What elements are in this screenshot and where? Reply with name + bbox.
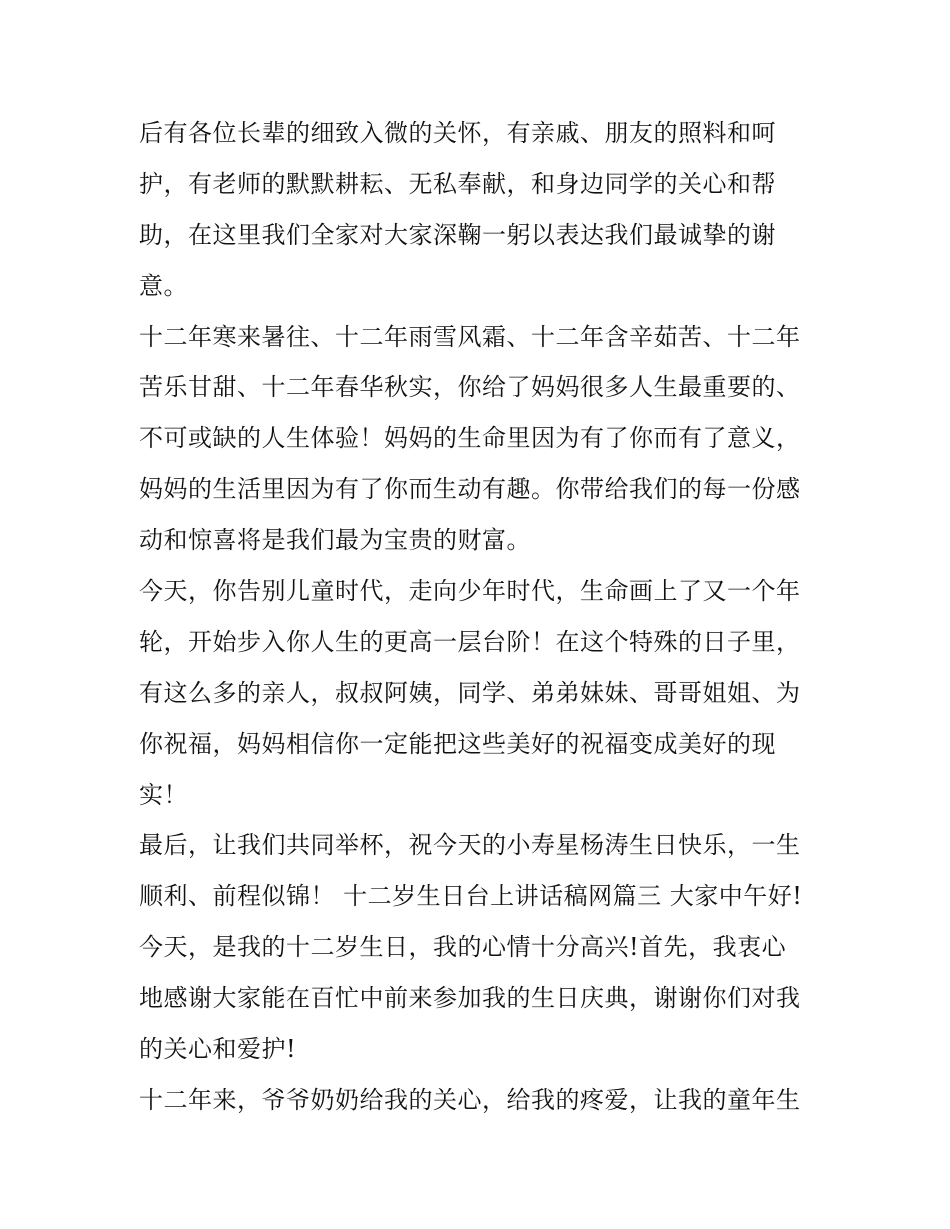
document-body: [139, 108, 815, 1126]
text-line: 的关心和爱护!: [139, 1035, 297, 1064]
text-line: 最后，让我们共同举杯，祝今天的小寿星杨涛生日快乐，一生: [139, 831, 801, 860]
text-line: 不可或缺的人生体验！妈妈的生命里因为有了你而有了意义，: [139, 424, 801, 453]
text-line: 意。: [139, 271, 188, 300]
text-line: 后有各位长辈的细致入微的关怀，有亲戚、朋友的照料和呵: [139, 119, 776, 147]
text-line: 你祝福，妈妈相信你一定能把这些美好的祝福变成美好的现: [139, 729, 776, 758]
text-line: 十二年寒来暑往、十二年雨雪风霜、十二年含辛茹苦、十二年: [139, 322, 801, 351]
text-line: 今天，你告别儿童时代，走向少年时代，生命画上了又一个年: [139, 577, 801, 606]
text-line: 苦乐甘甜、十二年春华秋实，你给了妈妈很多人生最重要的、: [139, 373, 801, 402]
text-line: 地感谢大家能在百忙中前来参加我的生日庆典，谢谢你们对我: [139, 984, 801, 1013]
text-line: 轮，开始步入你人生的更高一层台阶！在这个特殊的日子里，: [139, 627, 801, 656]
text-line: 今天，是我的十二岁生日，我的心情十分高兴!首先，我衷心: [139, 933, 787, 962]
text-line: 动和惊喜将是我们最为宝贵的财富。: [139, 526, 531, 555]
text-line: 实！: [139, 780, 188, 809]
text-line: 十二年来，爷爷奶奶给我的关心，给我的疼爱，让我的童年生: [139, 1085, 801, 1114]
text-line: 助，在这里我们全家对大家深鞠一躬以表达我们最诚挚的谢: [139, 220, 776, 249]
text-line: 顺利、前程似锦！ 十二岁生日台上讲话稿网篇三 大家中午好!: [139, 882, 803, 911]
text-line: 妈妈的生活里因为有了你而生动有趣。你带给我们的每一份感: [139, 475, 801, 504]
text-line: 护，有老师的默默耕耘、无私奉献，和身边同学的关心和帮: [139, 169, 776, 198]
text-line: 有这么多的亲人，叔叔阿姨，同学、弟弟妹妹、哥哥姐姐、为: [139, 678, 801, 707]
